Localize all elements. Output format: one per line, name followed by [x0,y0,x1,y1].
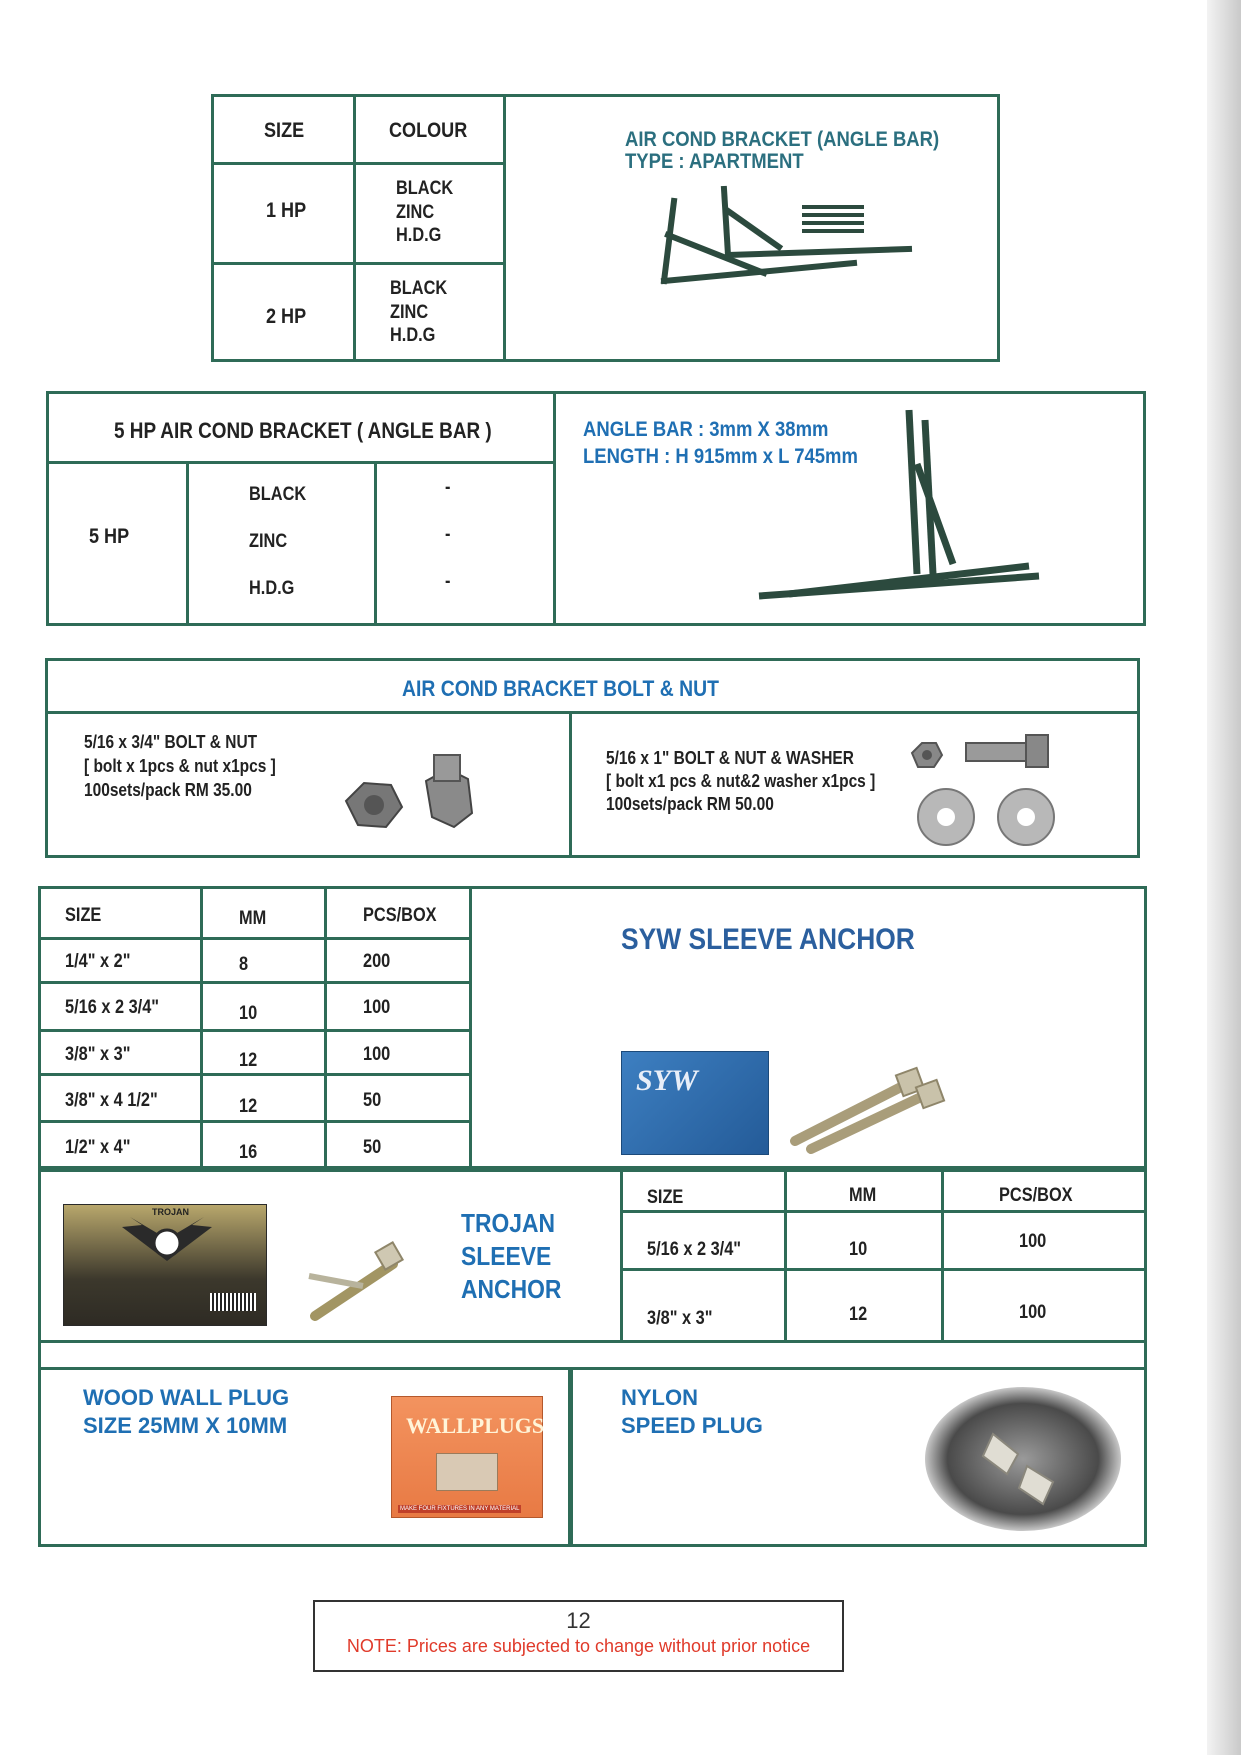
wallplugs-box-label: WALLPLUGS [406,1413,545,1438]
trojan-title-line: ANCHOR [461,1274,562,1304]
wood-wall-plug-size: SIZE 25MM X 10MM [83,1413,288,1438]
colour-black: BLACK [390,278,448,299]
table-row-pcs: 50 [363,1137,382,1158]
colour-black: BLACK [396,178,454,199]
page-number: 12 [566,1608,591,1633]
nylon-plug-title: NYLON [621,1385,698,1410]
colour-hdg: H.D.G [390,325,436,346]
length-spec: LENGTH : H 915mm x L 745mm [583,445,858,468]
header-colour: COLOUR [389,119,468,142]
bolt-nut-title: AIR COND BRACKET BOLT & NUT [402,676,719,701]
bolt-price-right: 100sets/pack RM 50.00 [606,794,774,814]
price-dash: - [445,477,451,498]
table-row-size: 5/16 x 2 3/4" [65,997,160,1018]
header-size: SIZE [264,119,305,142]
five-hp-title: 5 HP AIR COND BRACKET ( ANGLE BAR ) [114,418,492,443]
page-footer [313,1600,844,1672]
angle-bar-spec: ANGLE BAR : 3mm X 38mm [583,418,829,441]
trojan-box-image [63,1204,267,1326]
table-row-pcs: 100 [1019,1302,1047,1323]
table-row-mm: 12 [849,1304,868,1325]
size-1hp: 1 HP [266,199,307,222]
binding-edge [1207,0,1241,1755]
header-mm: MM [239,908,267,929]
price-note: NOTE: Prices are subjected to change without prior notice [346,1636,811,1656]
five-hp-bracket-image [749,404,1049,604]
syw-anchor-section [38,886,1147,1169]
trojan-title-line: SLEEVE [461,1241,552,1271]
price-dash: - [445,571,451,592]
table-row-size: 3/8" x 3" [647,1308,713,1329]
bolt-nut-image [336,741,526,841]
table-row-size: 1/4" x 2" [65,951,131,972]
speed-plug-image [923,1384,1123,1534]
trojan-title-line: TROJAN [461,1208,556,1238]
header-mm: MM [849,1185,877,1206]
price-dash: - [445,524,451,545]
header-pcs-box: PCS/BOX [363,905,437,926]
table-row-pcs: 100 [363,997,391,1018]
colour-zinc: ZINC [390,302,429,323]
apartment-bracket-image [654,185,954,305]
colour-hdg: H.D.G [249,578,295,599]
bolt-spec-left: 5/16 x 3/4" BOLT & NUT [84,732,258,752]
table-row-size: 5/16 x 2 3/4" [647,1239,742,1260]
trojan-anchor-section [38,1169,1147,1343]
header-size: SIZE [65,905,102,926]
header-pcs-box: PCS/BOX [999,1185,1073,1206]
nylon-plug-subtitle: SPEED PLUG [621,1413,763,1438]
sleeve-anchor-image [781,1057,961,1157]
wall-plug-section [38,1367,1147,1547]
table-row-pcs: 50 [363,1090,382,1111]
table-row-mm: 10 [849,1239,868,1260]
spacer-strip [38,1340,1147,1370]
table-row-size: 3/8" x 3" [65,1044,131,1065]
syw-box-image [621,1051,769,1155]
bolt-washer-image [908,729,1108,849]
header-size: SIZE [647,1187,684,1208]
colour-hdg: H.D.G [396,225,442,246]
bolt-detail-left: [ bolt x 1pcs & nut x1pcs ] [84,756,276,776]
size-5hp: 5 HP [89,525,130,548]
bolt-nut-table [45,658,1140,858]
table-row-pcs: 200 [363,951,391,972]
apartment-bracket-table [211,94,1000,362]
bolt-detail-right: [ bolt x1 pcs & nut&2 washer x1pcs ] [606,771,876,791]
table-row-mm: 12 [239,1050,258,1071]
syw-logo: SYW [636,1064,698,1097]
colour-black: BLACK [249,484,307,505]
apartment-bracket-title: AIR COND BRACKET (ANGLE BAR) [625,128,940,151]
table-row-mm: 12 [239,1096,258,1117]
syw-sleeve-anchor-title: SYW SLEEVE ANCHOR [621,923,915,956]
size-2hp: 2 HP [266,305,307,328]
apartment-bracket-type: TYPE : APARTMENT [625,150,804,173]
table-row-mm: 8 [239,954,249,975]
table-row-size: 3/8" x 4 1/2" [65,1090,158,1111]
trojan-anchor-image [303,1236,413,1326]
wallplugs-box-footer: MAKE FOUR FIXTURES IN ANY MATERIAL [400,1506,520,1512]
colour-zinc: ZINC [396,202,435,223]
wallplugs-box-image [391,1396,543,1518]
bolt-price-left: 100sets/pack RM 35.00 [84,780,252,800]
table-row-size: 1/2" x 4" [65,1137,131,1158]
five-hp-bracket-table [46,391,1146,626]
wood-wall-plug-title: WOOD WALL PLUG [83,1385,290,1410]
colour-zinc: ZINC [249,531,288,552]
table-row-mm: 16 [239,1142,258,1163]
bolt-spec-right: 5/16 x 1" BOLT & NUT & WASHER [606,748,854,768]
table-row-pcs: 100 [363,1044,391,1065]
trojan-box-label: TROJAN [152,1207,190,1217]
table-row-pcs: 100 [1019,1231,1047,1252]
table-row-mm: 10 [239,1003,258,1024]
